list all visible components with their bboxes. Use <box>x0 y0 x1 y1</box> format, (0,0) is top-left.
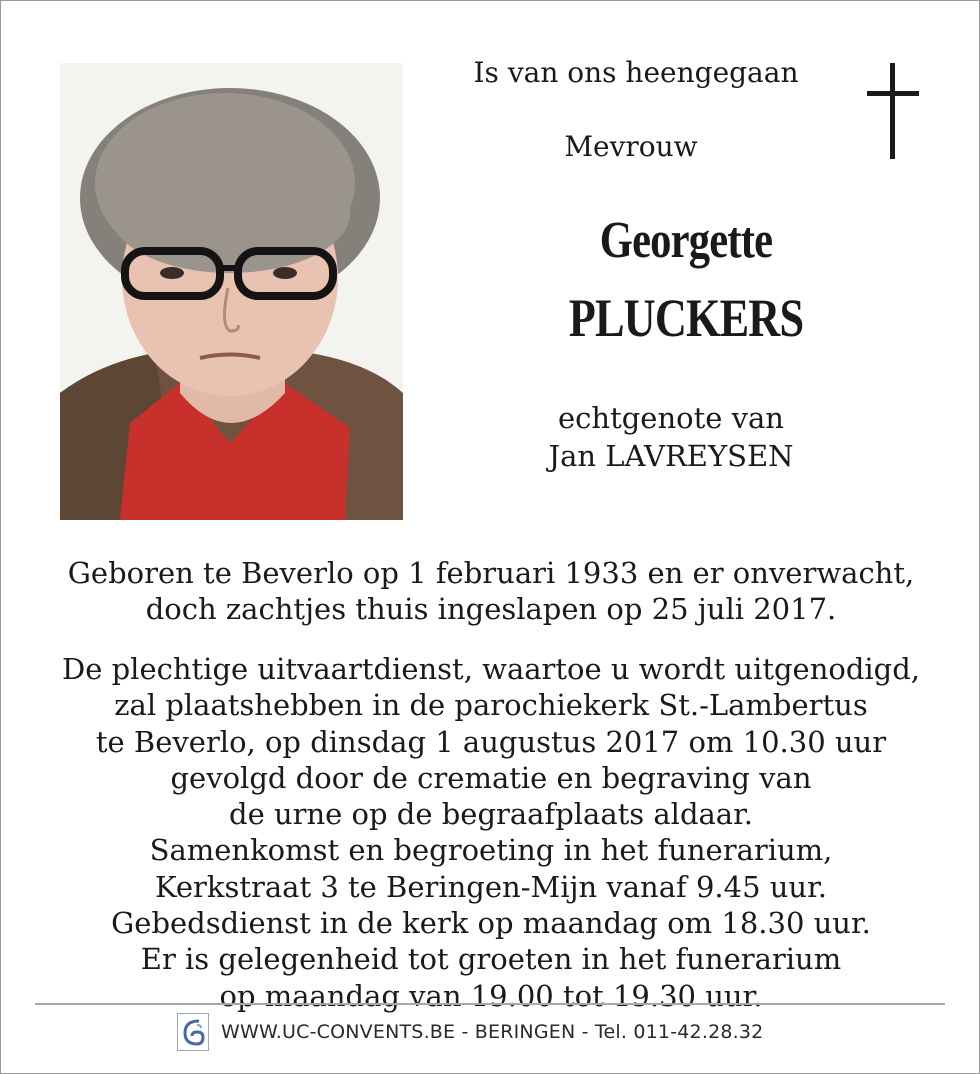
cross-icon <box>863 63 923 159</box>
service-line: zal plaatshebben in de parochiekerk St.-Lambertus <box>114 688 868 723</box>
deceased-last-name: PLUCKERS <box>568 288 804 348</box>
announcement-line: doch zachtjes thuis ingeslapen op 25 juli 2017. <box>145 592 837 626</box>
service-line: gevolgd door de crematie en begraving van <box>170 760 812 795</box>
service-line: Er is gelegenheid tot groeten in het funerarium <box>140 942 842 977</box>
intro-text: Is van ons heengegaan <box>473 56 799 89</box>
service-line: Gebedsdienst in de kerk op maandag om 18.30 uur. <box>111 906 871 941</box>
spouse-name: Jan LAVREYSEN <box>548 439 794 473</box>
service-line: op maandag van 19.00 tot 19.30 uur. <box>219 978 763 1013</box>
announcement-line: Geboren te Beverlo op 1 februari 1933 en er onverwacht, <box>67 556 915 590</box>
service-line: te Beverlo, op dinsdag 1 augustus 2017 om 10.30 uur <box>95 724 887 759</box>
spouse-block <box>471 399 871 475</box>
service-line: de urne op de begraafplaats aldaar. <box>229 797 753 832</box>
funeral-service-details <box>21 651 961 1014</box>
portrait-illustration <box>60 63 403 520</box>
portrait-photo <box>60 63 403 520</box>
uc-convents-logo-icon <box>177 1013 209 1051</box>
birth-death-announcement <box>21 555 961 627</box>
spouse-label: echtgenote van <box>558 401 784 435</box>
service-line: Kerkstraat 3 te Beringen-Mijn vanaf 9.45 uur. <box>154 869 827 904</box>
service-line: De plechtige uitvaartdienst, waartoe u wordt uitgenodigd, <box>61 652 921 686</box>
footer-divider <box>35 1003 945 1005</box>
honorific-title: Mevrouw <box>564 130 698 163</box>
service-line: Samenkomst en begroeting in het funerarium, <box>149 833 833 868</box>
deceased-first-name: Georgette <box>599 212 773 269</box>
funeral-home-contact: WWW.UC-CONVENTS.BE - BERINGEN - Tel. 011-42.28.32 <box>221 1021 764 1043</box>
footer <box>177 1012 763 1052</box>
